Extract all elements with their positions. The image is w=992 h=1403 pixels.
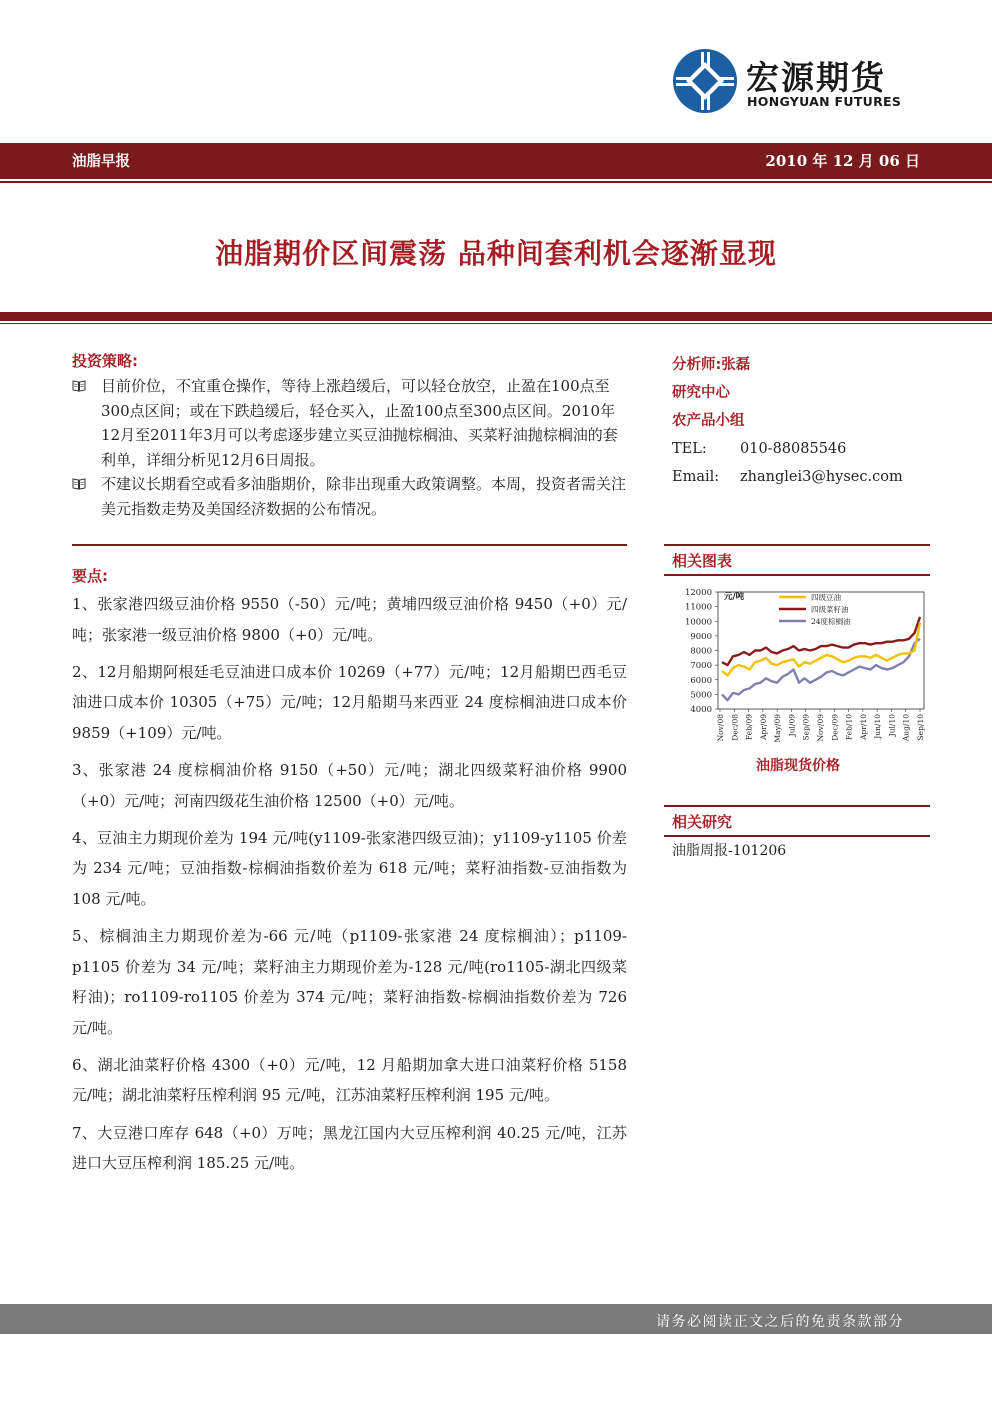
series-line (722, 639, 920, 700)
title-divider-thin (0, 323, 992, 324)
strategy-item (72, 374, 627, 472)
x-tick-label: Aug/10 (901, 714, 911, 742)
email-label: Email: (672, 469, 720, 485)
strategy-text: 不建议长期看空或看多油脂期价，除非出现重大政策调整。本周，投资者需关注美元指数走势及美国经济数据的公布情况。 (101, 475, 627, 518)
strategy-item (72, 472, 627, 521)
analyst-dept: 研究中心 (672, 385, 730, 401)
x-tick-label: Dec/08 (730, 714, 740, 741)
analyst-info (672, 351, 932, 491)
company-logo (672, 48, 917, 116)
tel-value: 010-88085546 (740, 441, 847, 457)
point-item: 2、12月船期阿根廷毛豆油进口成本价 10269（+77）元/吨；12月船期巴西毛豆油进口成本价 10305（+75）元/吨；12月船期马来西亚 24 度棕榈油进口成本价 9859（+109）元/吨。 (72, 662, 627, 742)
x-tick-label: May/09 (773, 714, 783, 743)
x-tick-label: Nov/08 (716, 714, 725, 742)
related-research-heading: 相关研究 (672, 813, 733, 831)
y-tick-label: 6000 (690, 675, 712, 686)
x-tick-label: Jun/10 (873, 714, 883, 739)
x-tick-label: Apr/09 (758, 714, 768, 740)
point-item: 3、张家港 24 度棕榈油价格 9150（+50）元/吨；湖北四级菜籽油价格 9900（+0）元/吨；河南四级花生油价格 12500（+0）元/吨。 (72, 760, 627, 810)
x-tick-label: Jul/10 (887, 714, 897, 737)
x-tick-label: Jul/09 (787, 714, 797, 737)
header-band-rule (0, 181, 992, 183)
y-tick-label: 7000 (690, 661, 712, 672)
brand-name-cn: 宏源期货 (746, 58, 886, 97)
y-tick-label: 8000 (690, 646, 712, 657)
chart-caption: 油脂现货价格 (756, 758, 840, 774)
book-icon (72, 380, 86, 392)
strategy-text: 目前价位，不宜重仓操作，等待上涨趋缓后，可以轻仓放空，止盈在100点至300点区间；或在下跌趋缓后，轻仓买入，止盈100点至300点区间。2010年12月至2011年3月可以考虑逐步建立买豆油抛棕榈油、买菜籽油抛棕榈油的套利单，详细分析见12月6日周报。 (101, 377, 618, 469)
x-tick-label: Dec/09 (830, 714, 840, 741)
point-item: 6、湖北油菜籽价格 4300（+0）元/吨，12 月船期加拿大进口油菜籽价格 5158 元/吨；湖北油菜籽压榨利润 95 元/吨，江苏油菜籽压榨利润 195 元/吨。 (72, 1055, 627, 1105)
report-date: 2010 年 12 月 06 日 (765, 152, 920, 170)
y-tick-label: 9000 (690, 631, 712, 642)
y-tick-label: 10000 (684, 617, 712, 628)
y-tick-label: 5000 (690, 690, 712, 701)
tel-label: TEL: (672, 441, 707, 457)
hongyuan-logo-icon (672, 48, 738, 114)
x-tick-label: Feb/10 (844, 714, 854, 741)
analyst-email (672, 463, 932, 491)
analyst-tel (672, 435, 932, 463)
section-divider (72, 544, 627, 546)
legend-label: 四级豆油 (811, 593, 841, 602)
title-divider (0, 312, 992, 321)
legend-label: 24度棕榈油 (811, 617, 851, 626)
disclaimer-note: 请务必阅读正文之后的免责条款部分 (656, 1314, 904, 1330)
price-chart (672, 582, 932, 754)
related-research-header (664, 805, 930, 837)
book-icon (72, 478, 86, 490)
point-item: 5、棕榈油主力期现价差为-66 元/吨（p1109-张家港 24 度棕榈油）；p1109-p1105 价差为 34 元/吨；菜籽油主力期现价差为-128 元/吨(ro1105-湖北四级菜籽油)；ro1109-ro1105 价差为 374 元/吨；菜籽油指数-棕榈油指数价差为 726 元/吨。 (72, 926, 627, 1037)
related-research-item[interactable]: 油脂周报-101206 (672, 843, 787, 859)
analyst-name: 分析师:张磊 (672, 357, 751, 373)
unit-label: 元/吨 (724, 592, 745, 602)
strategy-list (72, 374, 627, 521)
analyst-group: 农产品小组 (672, 413, 745, 429)
x-tick-label: Nov/09 (816, 714, 825, 742)
x-tick-label: Feb/09 (744, 714, 754, 741)
x-tick-label: Sep/10 (916, 714, 925, 741)
related-charts-heading: 相关图表 (672, 552, 733, 570)
points-list (72, 589, 627, 1185)
related-charts-header (664, 544, 930, 576)
legend-label: 四级菜籽油 (811, 605, 849, 614)
y-tick-label: 11000 (684, 602, 712, 613)
email-link[interactable]: zhanglei3@hysec.com (740, 469, 903, 485)
strategy-heading: 投资策略: (72, 352, 138, 370)
page-title: 油脂期价区间震荡 品种间套利机会逐渐显现 (215, 237, 777, 270)
report-type: 油脂早报 (72, 154, 130, 170)
x-tick-label: Apr/10 (858, 714, 868, 740)
point-item: 7、大豆港口库存 648（+0）万吨；黑龙江国内大豆压榨利润 40.25 元/吨，江苏进口大豆压榨利润 185.25 元/吨。 (72, 1123, 627, 1173)
y-tick-label: 12000 (684, 588, 712, 598)
x-tick-label: Sep/09 (801, 714, 811, 741)
point-item: 4、豆油主力期现价差为 194 元/吨(y1109-张家港四级豆油)；y1109-y1105 价差为 234 元/吨；豆油指数-棕榈油指数价差为 618 元/吨；菜籽油指数-豆油指数为 108 元/吨。 (72, 828, 627, 908)
y-tick-label: 4000 (690, 705, 712, 715)
point-item: 1、张家港四级豆油价格 9550（-50）元/吨；黄埔四级豆油价格 9450（+0）元/吨；张家港一级豆油价格 9800（+0）元/吨。 (72, 595, 627, 644)
points-heading: 要点: (72, 567, 108, 585)
brand-name-en: HONGYUAN FUTURES (747, 94, 902, 109)
